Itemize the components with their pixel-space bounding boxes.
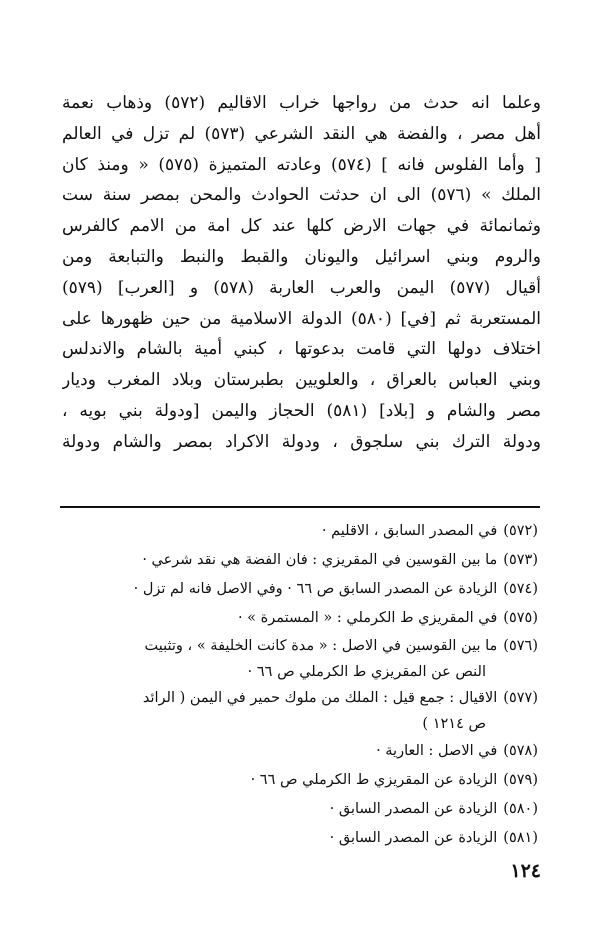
text-line: اختلاف دولها التي قامت بدعوتها ، كبني أمية بالشام والاندلس bbox=[62, 339, 541, 360]
footnotes bbox=[60, 517, 538, 853]
footnote-text: الزيادة عن المقريزي ط الكرملي ص ٦٦ · bbox=[250, 772, 498, 788]
text-line: الملك » (٥٧٦) الى ان حدثت الحوادث والمحن بمصر سنة ست bbox=[62, 185, 541, 206]
footnote-text: الزيادة عن المصدر السابق ص ٦٦ · وفي الاصل فانه لم تزل · bbox=[133, 581, 498, 597]
footnote bbox=[60, 737, 538, 766]
text-line: المستعربة ثم [في] (٥٨٠) الدولة الاسلامية من حين ظهورها على bbox=[62, 308, 541, 329]
footnote-text: الاقيال : جمع قيل : الملك من ملوك حمير في اليمن ( الرائد bbox=[142, 690, 498, 706]
footnote bbox=[60, 766, 538, 795]
footnote-text: الزيادة عن المصدر السابق · bbox=[329, 830, 498, 846]
footnote-number: (٥٧٩) bbox=[503, 772, 538, 788]
footnote bbox=[60, 824, 538, 853]
footnote-number: (٥٧٧) bbox=[503, 690, 538, 706]
footnote-number: (٥٧٤) bbox=[503, 581, 538, 597]
text-line: [ وأما الفلوس فانه ] (٥٧٤) وعادته المتميزة (٥٧٥) « ومنذ كان bbox=[62, 154, 541, 175]
footnote-number: (٥٧٦) bbox=[503, 638, 538, 654]
text-line: وبني العباس بالعراق ، والعلويين بطبرستان وبلاد المغرب وديار bbox=[62, 370, 541, 391]
text-line: مصر والشام و [بلاد] (٥٨١) الحجاز واليمن [ودولة بني بويه ، bbox=[62, 400, 541, 421]
footnote-text: ما بين القوسين في المقريزي : فان الفضة هي نقد شرعي · bbox=[142, 552, 498, 568]
footnote-continuation: ص ١٢١٤ ) bbox=[422, 716, 486, 732]
footnote-text: الزيادة عن المصدر السابق · bbox=[329, 801, 498, 817]
text-line: والروم وبني اسرائيل واليونان والقبط والنبط والتبابعة ومن bbox=[62, 246, 541, 267]
text-line: أقيال (٥٧٧) اليمن والعرب العاربة (٥٧٨) و [العرب] (٥٧٩) bbox=[62, 277, 541, 298]
footnote bbox=[60, 575, 538, 604]
footnote-continuation: النص عن المقريزي ط الكرملي ص ٦٦ · bbox=[247, 664, 486, 680]
footnote bbox=[60, 517, 538, 546]
footnote-number: (٥٧٥) bbox=[503, 610, 538, 626]
footnote bbox=[60, 633, 538, 659]
text-line: وثمانمائة في جهات الارض كلها عند كل امة من الامم كالفرس bbox=[62, 216, 541, 237]
footnote-text: في المقريزي ط الكرملي : « المستمرة » · bbox=[237, 610, 498, 626]
footnote-text: ما بين القوسين في الاصل : « مدة كانت الخليفة » ، وتثبيت bbox=[144, 638, 498, 654]
footnote-number: (٥٧٢) bbox=[503, 523, 538, 539]
page-number: ١٢٤ bbox=[510, 860, 541, 882]
footnote bbox=[60, 795, 538, 824]
text-line: وعلما انه حدث من رواجها خراب الاقاليم (٥٧٢) وذهاب نعمة bbox=[62, 93, 541, 113]
main-text bbox=[62, 88, 541, 458]
footnote bbox=[60, 604, 538, 633]
footnote bbox=[60, 546, 538, 575]
footnote-separator bbox=[60, 506, 540, 508]
footnote-number: (٥٧٣) bbox=[503, 552, 538, 568]
footnote bbox=[60, 685, 538, 711]
footnote-number: (٥٨١) bbox=[503, 830, 538, 846]
footnote-text: في المصدر السابق ، الاقليم · bbox=[321, 523, 498, 539]
footnote-number: (٥٧٨) bbox=[503, 743, 538, 759]
footnote-number: (٥٨٠) bbox=[503, 801, 538, 817]
text-line: أهل مصر ، والفضة هي النقد الشرعي (٥٧٣) لم تزل في العالم bbox=[62, 123, 541, 144]
text-line: ودولة الترك بني سلجوق ، ودولة الاكراد بمصر والشام ودولة bbox=[62, 431, 541, 452]
footnote-text: في الاصل : العارية · bbox=[376, 743, 498, 759]
